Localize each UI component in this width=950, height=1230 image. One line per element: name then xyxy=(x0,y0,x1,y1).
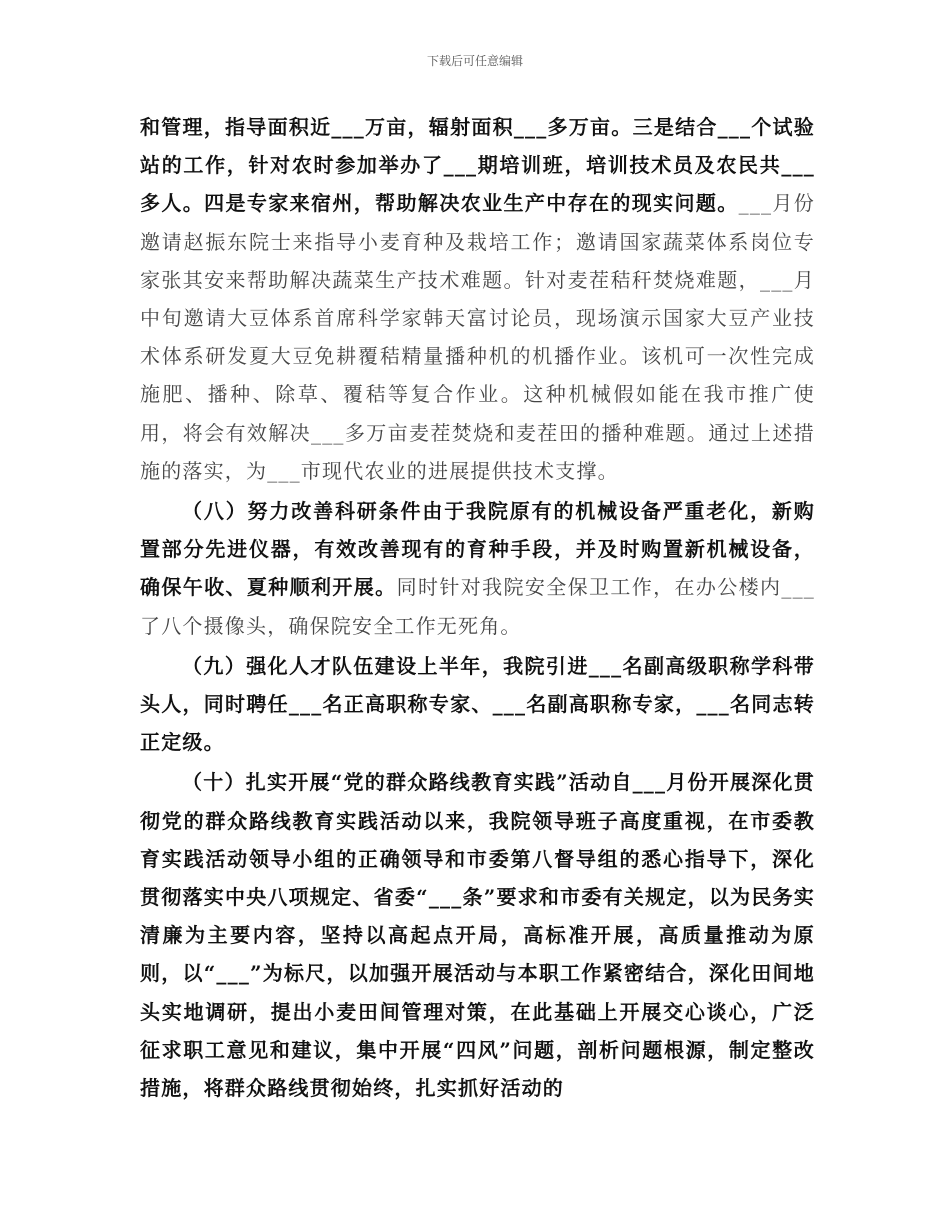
paragraph-8 xyxy=(140,492,815,645)
paragraph-1 xyxy=(140,108,815,490)
bold-run: （九）强化人才队伍建设上半年，我院引进___名副高级职称学科带头人，同时聘任___名正高职称专家、___名副高职称专家，___名同志转正定级。 xyxy=(140,653,815,755)
paragraph-9 xyxy=(140,647,815,762)
bold-run: 和管理，指导面积近___万亩，辐射面积___多万亩。三是结合___个试验站的工作，针对农时参加举办了___期培训班，培训技术员及农民共___多人。四是专家来宿州，帮助解决农业生产中存在的现实问题。 xyxy=(140,115,815,216)
paragraph-10 xyxy=(140,763,815,1107)
bold-run: （八）努力改善科研条件由于我院原有的机械设备严重老化，新购置部分先进仪器，有效改善现有的育种手段，并及时购置新机械设备，确保午收、夏种顺利开展。 xyxy=(140,499,815,600)
document-body xyxy=(140,108,815,1109)
normal-run: ___月份邀请赵振东院士来指导小麦育种及栽培工作；邀请国家蔬菜体系岗位专家张其安来帮助解决蔬菜生产技术难题。针对麦茬秸秆焚烧难题，___月中旬邀请大豆体系首席科学家韩天富讨论员，现场演示国家大豆产业技术体系研发夏大豆免耕覆秸精量播种机的机播作业。该机可一次性完成施肥、播种、除草、覆秸等复合作业。这种机械假如能在我市推广使用，将会有效解决___多万亩麦茬焚烧和麦茬田的播种难题。通过上述措施的落实，为___市现代农业的进展提供技术支撑。 xyxy=(140,191,815,483)
bold-run: （十）扎实开展“党的群众路线教育实践”活动自___月份开展深化贯彻党的群众路线教育实践活动以来，我院领导班子高度重视，在市委教育实践活动领导小组的正确领导和市委第八督导组的悉心指导下，深化贯彻落实中央八项规定、省委“___条”要求和市委有关规定，以为民务实清廉为主要内容，坚持以高起点开局，高标准开展，高质量推动为原则，以“___”为标尺，以加强开展活动与本职工作紧密结合，深化田间地头实地调研，提出小麦田间管理对策，在此基础上开展交心谈心，广泛征求职工意见和建议，集中开展“四风”问题，剖析问题根源，制定整改措施，将群众路线贯彻始终，扎实抓好活动的 xyxy=(140,770,815,1101)
page-header: 下载后可任意编辑 xyxy=(426,54,523,68)
normal-run: 同时针对我院安全保卫工作，在办公楼内___了八个摄像头，确保院安全工作无死角。 xyxy=(140,575,815,638)
